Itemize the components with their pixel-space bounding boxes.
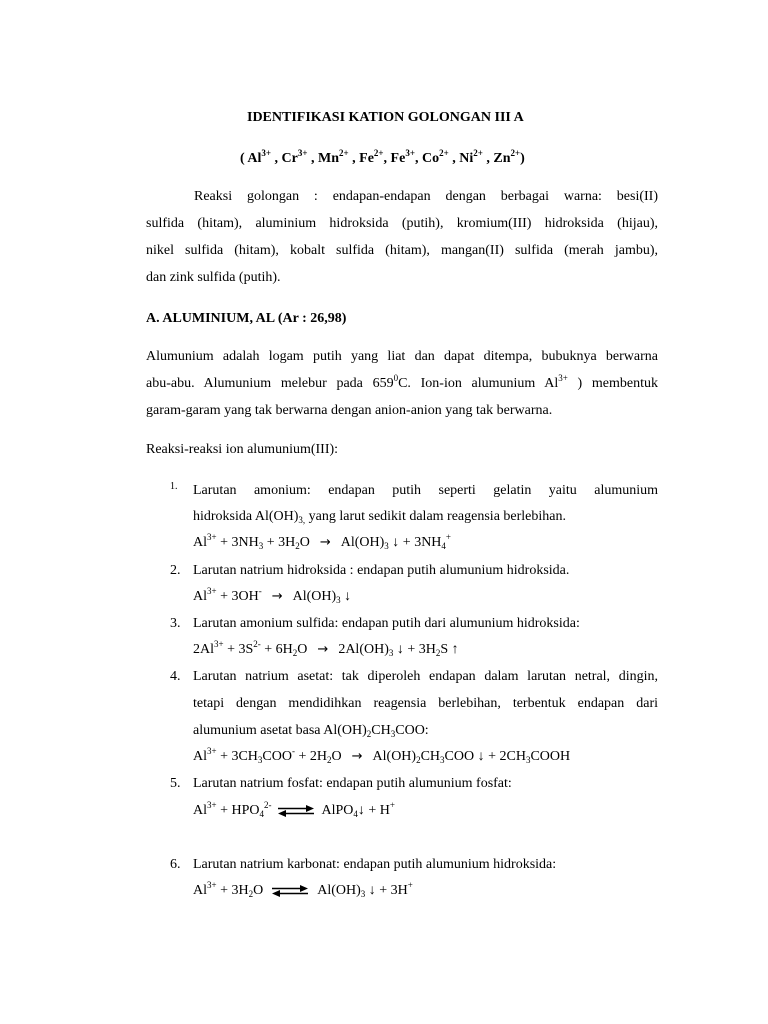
- equation: $Al^{3+} + 3CH_3COO^- + 2H_2O \to Al(OH)_2CH_3COO$ ↓ + $2CH_3COOH$: [193, 746, 571, 765]
- item-number: 1.: [170, 481, 178, 492]
- equilibrium-arrow-icon: [277, 805, 315, 817]
- ion: $Mn^{2+}$: [318, 148, 349, 166]
- ion: $Zn^{2+}$: [493, 148, 521, 166]
- item-text: Larutan amonium sulfida: endapan putih dari alumunium hidroksida:: [193, 616, 580, 631]
- reaction-arrow-icon: →: [351, 749, 363, 764]
- ion: $Cr^{3+}$: [281, 148, 308, 166]
- item-text: Larutan natrium asetat: tak diperoleh endapan dalam larutan netral, dingin,: [193, 669, 658, 684]
- intro-line: sulfida (hitam), aluminium hidroksida (putih), kromium(III) hidroksida (hijau),: [146, 216, 658, 231]
- equation: $Al^{3+} + HPO_4^{2-}$ AlPO$_4$↓ + H+: [193, 800, 395, 819]
- ion: $Fe^{2+}$: [359, 148, 384, 166]
- item-number: 5.: [170, 776, 181, 791]
- ion: $Ni^{2+}$: [459, 148, 483, 166]
- reaction-arrow-icon: →: [319, 535, 331, 550]
- equation: $Al^{3+} + 3NH_3 + 3H_2O \to Al(OH)_3$ ↓ + $3NH_4^+$: [193, 532, 451, 551]
- equation: $Al^{3+} + 3OH^- \to Al(OH)_3$ ↓: [193, 586, 352, 605]
- page-title: IDENTIFIKASI KATION GOLONGAN III A: [247, 110, 524, 125]
- item-text: Larutan natrium karbonat: endapan putih alumunium hidroksida:: [193, 857, 557, 872]
- ion: $Co^{2+}$: [421, 148, 449, 166]
- item-text: Larutan natrium hidroksida : endapan putih alumunium hidroksida.: [193, 563, 570, 578]
- description-line: garam-garam yang tak berwarna dengan anion-anion yang tak berwarna.: [146, 403, 553, 418]
- ion: $Al^{3+}$: [247, 148, 272, 166]
- item-number: 2.: [170, 563, 181, 578]
- intro-line: dan zink sulfida (putih).: [146, 270, 281, 285]
- intro-line: Reaksi golongan : endapan-endapan dengan berbagai warna: besi(II): [194, 189, 658, 204]
- item-number: 4.: [170, 669, 181, 684]
- equation: $2Al^{3+} + 3S^{2-} + 6H_2O \to 2Al(OH)_3$ ↓ + $3H_2S$ ↑: [193, 639, 459, 658]
- item-text: Larutan natrium fosfat: endapan putih alumunium fosfat:: [193, 776, 512, 791]
- item-number: 3.: [170, 616, 181, 631]
- reactions-heading: Reaksi-reaksi ion alumunium(III):: [146, 442, 339, 457]
- reaction-arrow-icon: →: [317, 642, 329, 657]
- equation: $Al^{3+} + 3H_2O$ $Al(OH)_3$ ↓ + 3H+: [193, 880, 413, 899]
- description-line: abu-abu. Alumunium melebur pada $659^0C$. Ion-ion alumunium $Al^{3+}$ ) membentuk: [146, 373, 658, 391]
- item-number: 6.: [170, 857, 181, 872]
- ion-list: ( $Al^{3+}$ , $Cr^{3+}$ , $Mn^{2+}$ , $Fe^{2+}$, $Fe^{3+}$, $Co^{2+}$ , $Ni^{2+}$ , $Zn^{2+}$): [240, 148, 525, 166]
- item-text: hidroksida $Al(OH)_{3,}$ yang larut sedikit dalam reagensia berlebihan.: [193, 509, 566, 525]
- equilibrium-arrow-icon: [271, 885, 309, 897]
- reaction-arrow-icon: →: [271, 589, 283, 604]
- item-text: Larutan amonium: endapan putih seperti gelatin yaitu alumunium: [193, 483, 658, 498]
- intro-line: nikel sulfida (hitam), kobalt sulfida (hitam), mangan(II) sulfida (merah jambu),: [146, 243, 658, 258]
- item-text: tetapi dengan mendidihkan reagensia berlebihan, terbentuk endapan dari: [193, 696, 658, 711]
- ion: $Fe^{3+}$: [390, 148, 415, 166]
- item-text: alumunium asetat basa $Al(OH)_2CH_3COO$:: [193, 723, 429, 739]
- description-line: Alumunium adalah logam putih yang liat dan dapat ditempa, bubuknya berwarna: [146, 349, 658, 364]
- section-heading: A. ALUMINIUM, AL (Ar : 26,98): [146, 311, 347, 326]
